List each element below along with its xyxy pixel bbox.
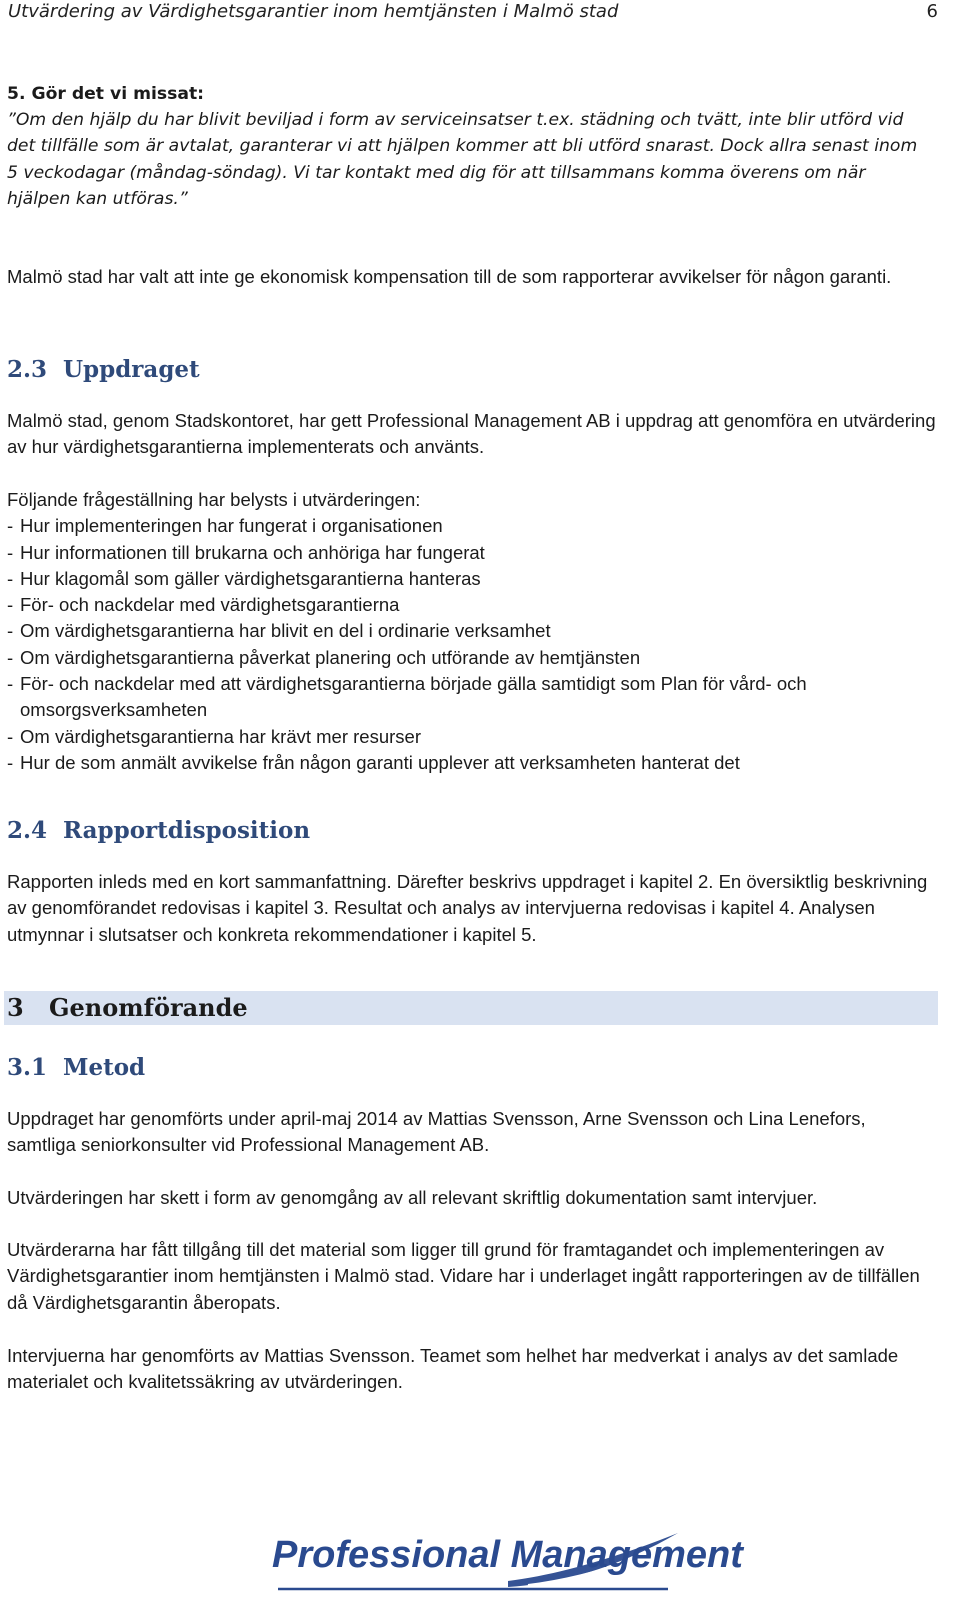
- section-3-1-heading: [7, 1053, 937, 1083]
- list-item: - Hur klagomål som gäller värdighetsgarantierna hanteras: [7, 567, 481, 589]
- guarantee-5-block: [7, 81, 937, 212]
- section-3-1-p2-block: [7, 1185, 937, 1211]
- questions-list: [7, 513, 937, 776]
- list-item: - Hur implementeringen har fungerat i organisationen: [7, 515, 443, 537]
- section-2-3-number: 2.3: [7, 356, 48, 383]
- section-2-4-heading: [7, 816, 937, 846]
- chapter-3-title: Genomförande: [49, 993, 248, 1022]
- section-2-4-title: Rapportdisposition: [63, 817, 311, 844]
- chapter-3-heading-bar: [4, 991, 938, 1025]
- section-3-1-p1-block: [7, 1106, 937, 1159]
- guarantee-5-quote-line-2: det tillfälle som är avtalat, garanterar vi att hjälpen kommer att bli utförd snarast. Dock allra senast inom: [7, 136, 918, 157]
- compensation-paragraph-block: [7, 264, 937, 290]
- section-2-4-text-block: [7, 869, 937, 948]
- section-3-1-p4: Intervjuerna har genomförts av Mattias Svensson. Teamet som helhet har medverkat i analys av det samlade materialet och kvalitetssäkring av utvärderingen.: [7, 1345, 899, 1393]
- list-item: - Om värdighetsgarantierna har blivit en del i ordinarie verksamhet: [7, 620, 551, 642]
- compensation-paragraph: Malmö stad har valt att inte ge ekonomisk kompensation till de som rapporterar avvikelser för någon garanti.: [7, 266, 892, 287]
- section-2-3-intro-block: [7, 408, 937, 461]
- section-2-3-title: Uppdraget: [63, 356, 200, 383]
- header-title: Utvärdering av Värdighetsgarantier inom hemtjänsten i Malmö stad: [8, 1, 619, 22]
- section-2-4-text: Rapporten inleds med en kort sammanfattning. Därefter beskrivs uppdraget i kapitel 2. En översiktlig beskrivning av genomförandet redovisas i kapitel 3. Resultat och analys av intervjuerna redovisas i kapitel 4. Analysen utmynnar i slutsatser och konkreta rekommendationer i kapitel 5.: [7, 871, 928, 945]
- section-3-1-p3-block: [7, 1237, 937, 1316]
- guarantee-5-heading: 5. Gör det vi missat:: [7, 84, 205, 104]
- section-2-3-intro: Malmö stad, genom Stadskontoret, har gett Professional Management AB i uppdrag att genomföra en utvärdering av hur värdighetsgarantierna implementerats och använts.: [7, 410, 936, 458]
- page-header: [8, 0, 938, 26]
- section-3-1-p3: Utvärderarna har fått tillgång till det material som ligger till grund för framtagandet och implementeringen av Värdighetsgarantier inom hemtjänsten i Malmö stad. Vidare har i underlaget ingått rapporteringen av de tillfällen då Värdighetsgarantin åberopats.: [7, 1239, 920, 1313]
- list-item: - För- och nackdelar med värdighetsgarantierna: [7, 594, 400, 616]
- section-2-3-heading: [7, 355, 937, 385]
- section-3-1-number: 3.1: [7, 1054, 48, 1081]
- page-number: 6: [926, 1, 938, 22]
- section-3-1-p2: Utvärderingen har skett i form av genomgång av all relevant skriftlig dokumentation samt intervjuer.: [7, 1187, 818, 1208]
- chapter-3-number: 3: [7, 993, 24, 1022]
- section-2-4-number: 2.4: [7, 817, 48, 844]
- guarantee-5-quote-line-4: hjälpen kan utföras.”: [7, 188, 188, 209]
- section-3-1-p1: Uppdraget har genomförts under april-maj 2014 av Mattias Svensson, Arne Svensson och Lina Lenefors, samtliga seniorkonsulter vid Professional Management AB.: [7, 1108, 866, 1156]
- list-item: - Hur informationen till brukarna och anhöriga har fungerat: [7, 541, 485, 563]
- logo-wordmark: Professional Management: [272, 1534, 743, 1576]
- professional-management-logo: [258, 1505, 743, 1593]
- list-item: - För- och nackdelar med att värdighetsgarantierna började gälla samtidigt som Plan för vård- och omsorgsverksamheten: [7, 673, 807, 721]
- section-3-1-title: Metod: [63, 1054, 146, 1081]
- section-3-1-p4-block: [7, 1343, 937, 1396]
- guarantee-5-quote-line-1: ”Om den hjälp du har blivit beviljad i form av serviceinsatser t.ex. städning och tvätt, inte blir utförd vid: [7, 110, 904, 131]
- list-item: - Om värdighetsgarantierna har krävt mer resurser: [7, 725, 421, 747]
- questions-lead: Följande frågeställning har belysts i utvärderingen:: [7, 489, 421, 510]
- list-item: - Hur de som anmält avvikelse från någon garanti upplever att verksamheten hanterat det: [7, 751, 740, 773]
- questions-block: [7, 487, 937, 776]
- guarantee-5-quote-line-3: 5 veckodagar (måndag-söndag). Vi tar kontakt med dig för att tillsammans komma överens om när: [7, 162, 866, 183]
- list-item: - Om värdighetsgarantierna påverkat planering och utförande av hemtjänsten: [7, 646, 641, 668]
